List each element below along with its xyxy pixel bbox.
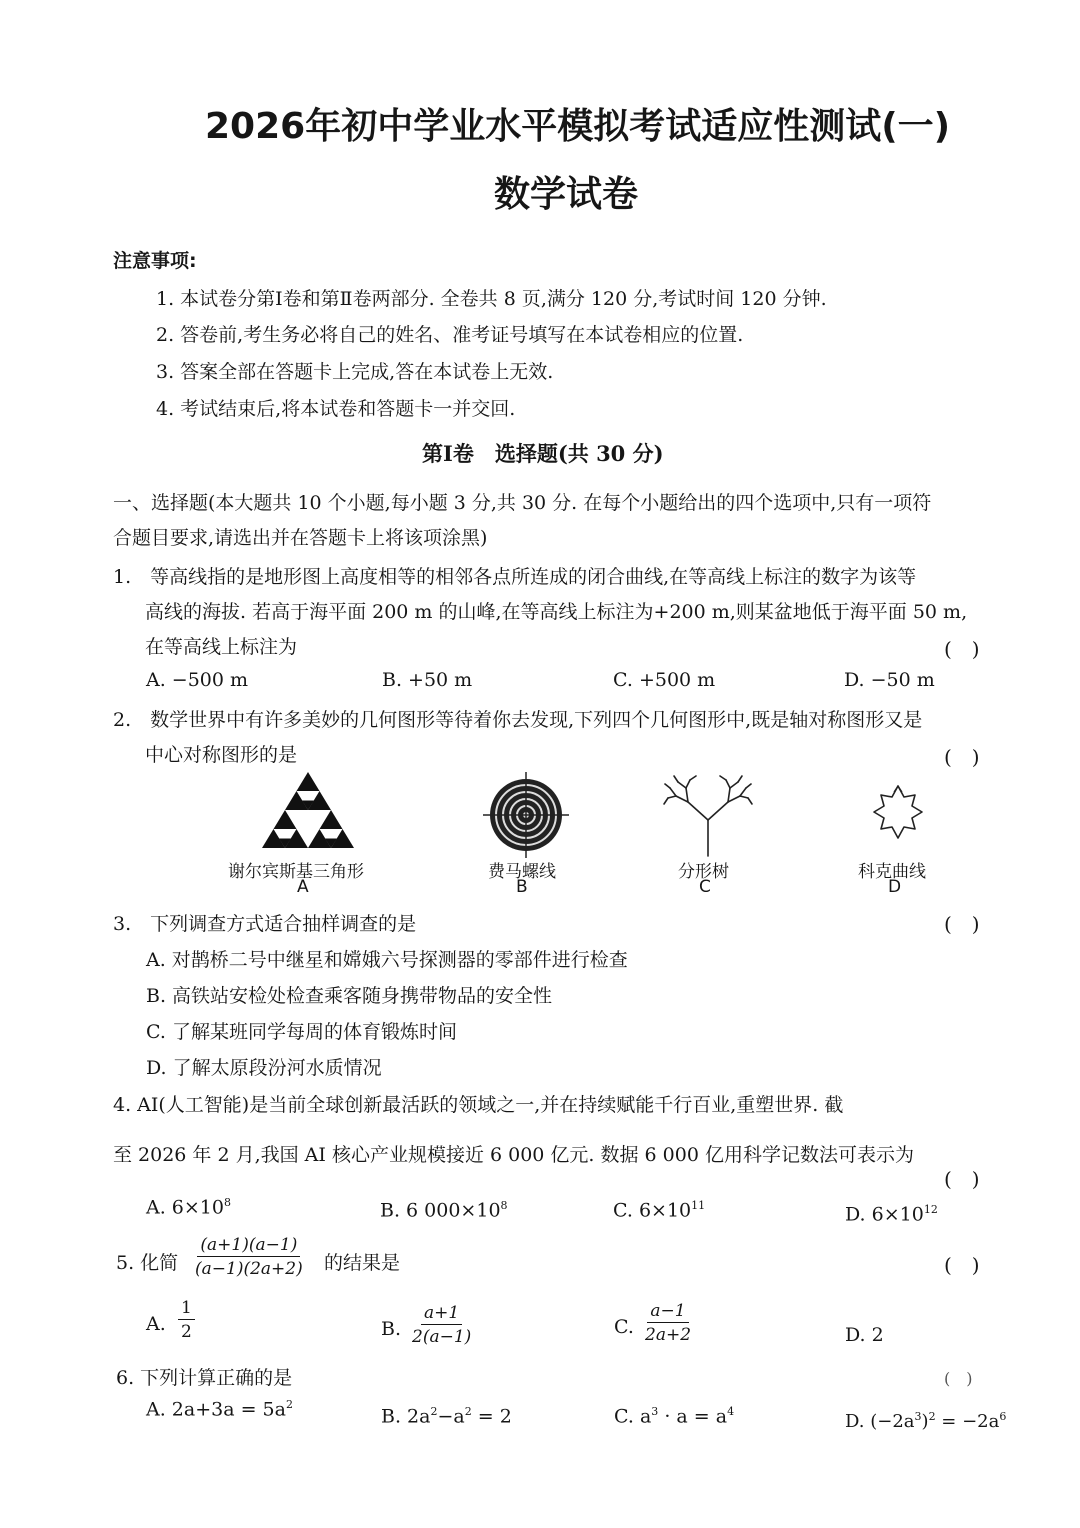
figure-a-name: 谢尔宾斯基三角形 <box>228 862 364 882</box>
answer-paren: ( ) <box>944 1167 980 1191</box>
q5-expression <box>192 1235 306 1279</box>
q5-expression-num: (a+1)(a−1) <box>197 1235 300 1257</box>
q3-option-d: D. 了解太原段汾河水质情况 <box>146 1057 382 1079</box>
answer-paren: ( ) <box>944 1253 980 1277</box>
q4-option-b: B. 6 $000\times 10^8$ <box>380 1199 508 1222</box>
figure-c-name: 分形树 <box>678 862 729 882</box>
answer-paren: ( ) <box>944 1369 973 1388</box>
figure-d-letter: D <box>888 877 902 897</box>
q4-stem: 4. AI(人工智能)是当前全球创新最活跃的领域之一,并在持续赋能千行百业,重塑世界. 截 <box>113 1094 844 1116</box>
q4-option-a: A. $6\times 10^8$ <box>146 1196 231 1219</box>
answer-paren: ( ) <box>944 912 980 936</box>
notice-item: 3. 答案全部在答题卡上完成,答在本试卷上无效. <box>156 361 554 383</box>
q5-suffix: 的结果是 <box>324 1252 401 1274</box>
q6-option-c: C. $a^3 \cdot a = a^4$ <box>614 1405 735 1428</box>
q5-option-d: D. 2 <box>845 1324 884 1346</box>
exam-title: 2026年初中学业水平模拟考试适应性测试(一) <box>205 106 951 147</box>
figure-b-letter: B <box>516 877 528 897</box>
q1-stem: 在等高线上标注为 <box>145 636 298 658</box>
q4-option-c: C. $6\times 10^{11}$ <box>613 1199 706 1222</box>
koch-snowflake-figure <box>858 772 938 852</box>
notice-item: 4. 考试结束后,将本试卷和答题卡一并交回. <box>156 398 516 420</box>
q5-option-a-label: A. <box>146 1313 166 1335</box>
exam-subtitle: 数学试卷 <box>494 174 639 215</box>
q4-option-d: D. $6\times 10^{12}$ <box>845 1203 938 1226</box>
section-instructions: 一、选择题(本大题共 10 个小题,每小题 3 分,共 30 分. 在每个小题给出的四个选项中,只有一项符 <box>113 492 932 514</box>
notice-item: 2. 答卷前,考生务必将自己的姓名、准考证号填写在本试卷相应的位置. <box>156 324 744 346</box>
q1-option-b: B. +50 m <box>382 669 473 691</box>
section-title: 第Ⅰ卷 选择题(共 30 分) <box>422 441 664 466</box>
q5-option-b <box>409 1303 474 1347</box>
q6-option-a: A. $2a+3a = 5a^2$ <box>146 1398 293 1421</box>
q1-option-c: C. +500 m <box>613 669 716 691</box>
sierpinski-triangle-figure <box>258 770 358 850</box>
notice-heading: 注意事项: <box>113 250 197 272</box>
q3-option-c: C. 了解某班同学每周的体育锻炼时间 <box>146 1021 457 1043</box>
notice-item: 1. 本试卷分第Ⅰ卷和第Ⅱ卷两部分. 全卷共 8 页,满分 120 分,考试时间 120 分钟. <box>156 288 827 310</box>
q5-option-b-num: a+1 <box>421 1303 462 1325</box>
figure-a-letter: A <box>297 877 309 897</box>
q5-option-c-den: 2a+2 <box>645 1325 692 1345</box>
q5-option-a-den: 2 <box>181 1322 192 1342</box>
q5-option-b-den: 2(a−1) <box>412 1327 472 1347</box>
q6-option-d: D. $(-2a^3)^2 = -2a^6$ <box>845 1410 1007 1432</box>
q1-option-d: D. −50 m <box>844 669 935 691</box>
q1-stem: 高线的海拔. 若高于海平面 200 m 的山峰,在等高线上标注为+200 m,则某盆地低于海平面 50 m, <box>145 601 968 623</box>
q4-stem: 至 2026 年 2 月,我国 AI 核心产业规模接近 6 000 亿元. 数据 6 000 亿用科学记数法可表示为 <box>113 1144 914 1166</box>
q3-stem: 3. 下列调查方式适合抽样调查的是 <box>113 913 417 935</box>
q3-option-a: A. 对鹊桥二号中继星和嫦娥六号探测器的零部件进行检查 <box>146 949 628 971</box>
q5-prefix: 5. 化简 <box>116 1252 179 1274</box>
q5-option-b-label: B. <box>381 1318 402 1340</box>
q3-option-b: B. 高铁站安检处检查乘客随身携带物品的安全性 <box>146 985 553 1007</box>
q5-option-c-label: C. <box>614 1316 634 1338</box>
fractal-tree-figure <box>658 768 758 858</box>
q6-stem: 6. 下列计算正确的是 <box>116 1367 293 1389</box>
figure-b-name: 费马螺线 <box>488 862 556 882</box>
fermat-spiral-figure <box>481 770 571 860</box>
q6-option-b: B. $2a^2-a^2 = 2$ <box>381 1405 512 1428</box>
answer-paren: ( ) <box>944 745 980 769</box>
q1-stem: 1. 等高线指的是地形图上高度相等的相邻各点所连成的闭合曲线,在等高线上标注的数字为该等 <box>113 566 917 588</box>
q2-stem: 2. 数学世界中有许多美妙的几何图形等待着你去发现,下列四个几何图形中,既是轴对称图形又是 <box>113 709 923 731</box>
q5-option-c <box>642 1301 694 1345</box>
q5-option-a-num: 1 <box>178 1298 195 1320</box>
section-instructions: 合题目要求,请选出并在答题卡上将该项涂黑) <box>113 527 488 549</box>
figure-c-letter: C <box>699 877 711 897</box>
figure-d-name: 科克曲线 <box>858 862 926 882</box>
answer-paren: ( ) <box>944 637 980 661</box>
q5-expression-den: (a−1)(2a+2) <box>195 1259 303 1279</box>
q1-option-a: A. −500 m <box>146 669 249 691</box>
q5-option-c-num: a−1 <box>647 1301 688 1323</box>
q5-option-a <box>178 1298 195 1342</box>
q2-stem: 中心对称图形的是 <box>145 744 298 766</box>
